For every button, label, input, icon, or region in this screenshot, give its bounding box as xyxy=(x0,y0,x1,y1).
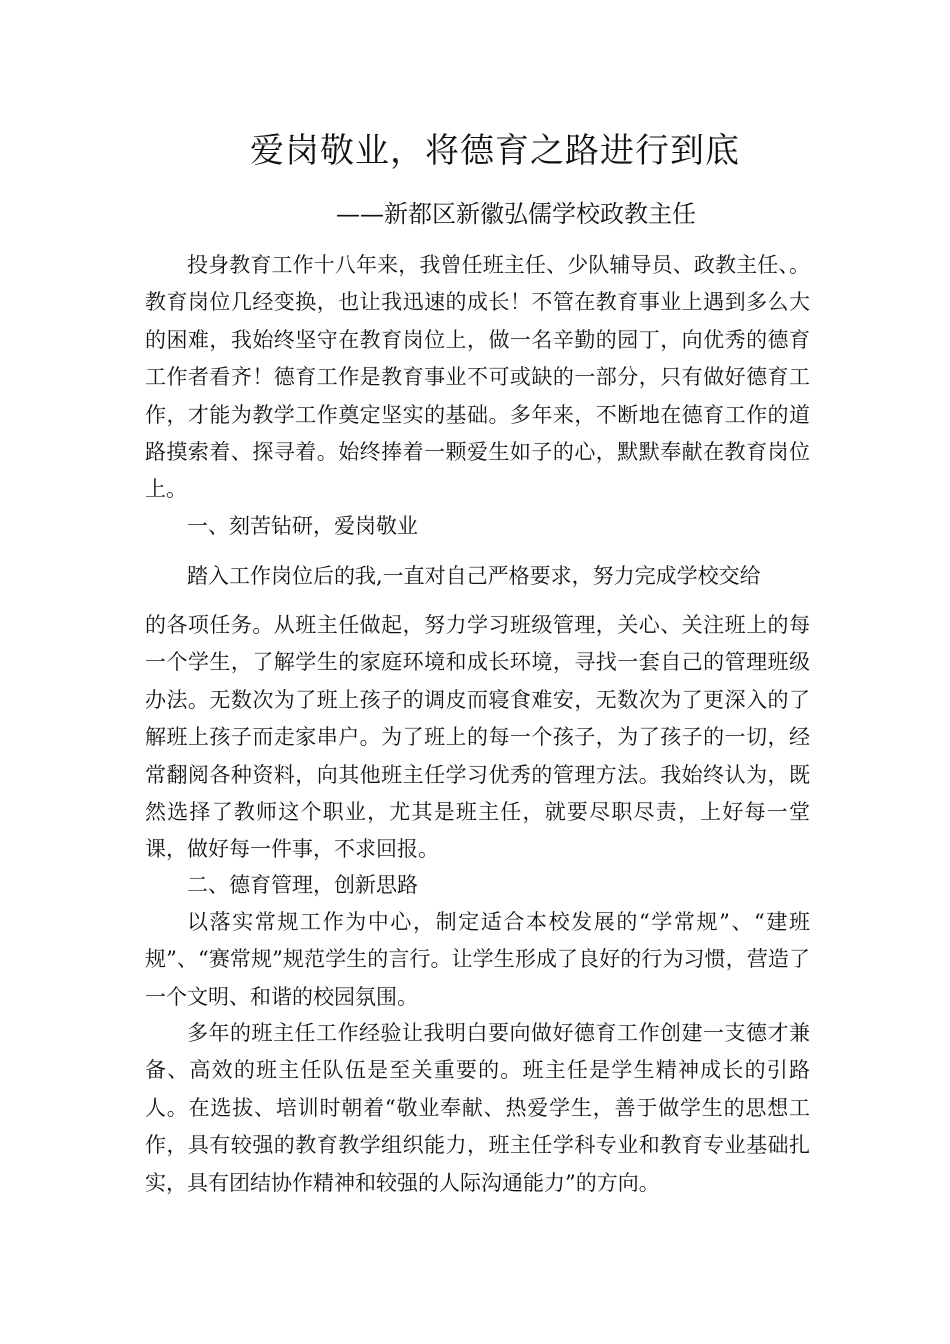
intro-paragraph: 投身教育工作十八年来，我曾任班主任、少队辅导员、政教主任、。教育岗位几经变换，也让我迅速的成长！不管在教育事业上遇到多么大的困难，我始终坚守在教育岗位上，做一名辛勤的园丁，向优秀的德育工作者看齐！德育工作是教育事业不可或缺的一部分，只有做好德育工作，才能为教学工作奠定坚实的基础。多年来，不断地在德育工作的道路摸索着、探寻着。始终捧着一颗爱生如子的心，默默奉献在教育岗位上。 xyxy=(145,253,810,502)
section2-paragraph-1: 以落实常规工作为中心，制定适合本校发展的“学常规”、“建班规”、“赛常规”规范学生的言行。让学生形成了良好的行为习惯，营造了一个文明、和谐的校园氛围。 xyxy=(145,910,810,1009)
section1-paragraph: 的各项任务。从班主任做起，努力学习班级管理，关心、关注班上的每一个学生，了解学生的家庭环境和成长环境，寻找一套自己的管理班级办法。无数次为了班上孩子的调皮而寝食难安，无数次为了更深入的了解班上孩子而走家串户。为了班上的每一个孩子，为了孩子的一切，经常翻阅各种资料，向其他班主任学习优秀的管理方法。我始终认为，既然选择了教师这个职业，尤其是班主任，就要尽职尽责，上好每一堂课，做好每一件事，不求回报。 xyxy=(145,613,810,862)
document-title: 爱岗敬业，将德育之路进行到底 xyxy=(250,131,740,171)
section1-first-line: 踏入工作岗位后的我,一直对自己严格要求，努力完成学校交给 xyxy=(187,564,761,588)
section2-paragraph-2: 多年的班主任工作经验让我明白要向做好德育工作创建一支德才兼备、高效的班主任队伍是至关重要的。班主任是学生精神成长的引路人。在选拔、培训时朝着“敬业奉献、热爱学生，善于做学生的思想工作，具有较强的教育教学组织能力，班主任学科专业和教育专业基础扎实，具有团结协作精神和较强的人际沟通能力”的方向。 xyxy=(145,1021,810,1195)
section-heading-2: 二、德育管理，创新思路 xyxy=(187,873,418,897)
section-heading-1: 一、刻苦钻研，爱岗敬业 xyxy=(187,514,418,538)
document-subtitle: ——新都区新徽弘儒学校政教主任 xyxy=(336,200,696,228)
